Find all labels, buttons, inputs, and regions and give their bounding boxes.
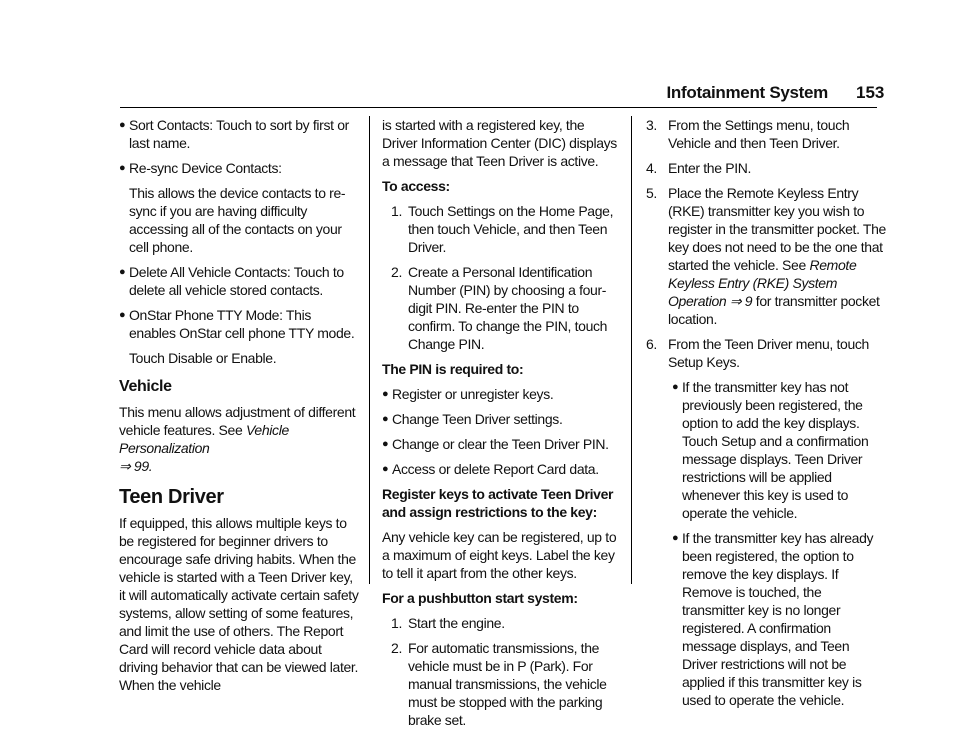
list-item: 5. Place the Remote Keyless Entry (RKE) transmitter key you wish to register in the transmitter pocket. The key does not need to be the one that started the vehicle. See Remote Keyless Entry (RKE) System Operation ⇒ 9 for transmitter pocket location. bbox=[646, 185, 886, 327]
list-item: ● If the transmitter key has not previously been registered, the option to add the key displays. Touch Setup and a confirmation message displays. Teen Driver restrictions will be applied whenever this key is used to operate the vehicle. bbox=[672, 379, 869, 521]
bullet-icon: ● bbox=[119, 309, 126, 321]
list-item: 3. From the Settings menu, touch Vehicle and then Teen Driver. bbox=[646, 117, 850, 151]
column-2 bbox=[382, 116, 622, 736]
column-divider bbox=[631, 116, 632, 584]
teen-driver-heading: Teen Driver bbox=[119, 486, 224, 508]
access-label: To access: bbox=[382, 178, 450, 194]
tty-note: Touch Disable or Enable. bbox=[129, 350, 277, 366]
vehicle-paragraph: This menu allows adjustment of different vehicle features. See Vehicle Personalization ⇒ 99. bbox=[119, 404, 356, 474]
pushbutton-label: For a pushbutton start system: bbox=[382, 590, 578, 606]
page-reference[interactable]: ⇒ 99. bbox=[119, 458, 153, 474]
list-item: ● Delete All Vehicle Contacts: Touch to delete all vehicle stored contacts. bbox=[119, 264, 344, 298]
page-reference[interactable]: ⇒ 9 bbox=[729, 293, 753, 309]
list-item: ● If the transmitter key has already been registered, the option to remove the key displays. If Remove is touched, the transmitter key is no longer registered. A confirmation message displays, and Teen Driver restrictions will not be applied if this transmitter key is used to operate the vehicle. bbox=[672, 530, 874, 708]
list-item: ● Register or unregister keys. bbox=[382, 386, 554, 402]
register-paragraph: Any vehicle key can be registered, up to a maximum of eight keys. Label the key to tell it apart from the other keys. bbox=[382, 529, 617, 581]
vehicle-personalization-link[interactable]: Vehicle Personalization bbox=[119, 422, 289, 456]
pin-label: The PIN is required to: bbox=[382, 361, 524, 377]
list-item: 4. Enter the PIN. bbox=[646, 160, 752, 176]
bullet-icon: ● bbox=[382, 388, 389, 400]
column-3 bbox=[646, 116, 886, 716]
bullet-icon: ● bbox=[119, 266, 126, 278]
list-item: ● OnStar Phone TTY Mode: This enables OnStar cell phone TTY mode. bbox=[119, 307, 355, 341]
vehicle-heading: Vehicle bbox=[119, 378, 172, 395]
page-header bbox=[0, 79, 960, 109]
list-item: 1. Touch Settings on the Home Page, then touch Vehicle, and then Teen Driver. bbox=[391, 203, 614, 255]
bullet-icon: ● bbox=[672, 532, 679, 544]
list-item: ● Sort Contacts: Touch to sort by first or last name. bbox=[119, 117, 349, 151]
list-item: 2. For automatic transmissions, the vehicle must be in P (Park). For manual transmissions, the vehicle must be stopped with the parking brake set. bbox=[391, 640, 607, 728]
list-item: ● Change or clear the Teen Driver PIN. bbox=[382, 436, 609, 452]
bullet-icon: ● bbox=[382, 463, 389, 475]
list-item: 6. From the Teen Driver menu, touch Setup Keys. bbox=[646, 336, 869, 370]
teen-driver-paragraph: If equipped, this allows multiple keys to be registered for beginner drivers to encourage safe driving habits. When the vehicle is started with a Teen Driver key, it will automatically activate certain safety systems, allow setting of some features, and limit the use of others. The Report Card will record vehicle data about driving behavior that can be viewed later. When the vehicle bbox=[119, 515, 359, 693]
list-item: ● Re-sync Device Contacts: bbox=[119, 160, 282, 176]
bullet-icon: ● bbox=[382, 438, 389, 450]
list-item: ● Change Teen Driver settings. bbox=[382, 411, 563, 427]
column-1 bbox=[119, 116, 359, 701]
list-item: 2. Create a Personal Identification Number (PIN) by choosing a four-digit PIN. Re-enter the PIN to confirm. To change the PIN, touch Change PIN. bbox=[391, 264, 608, 352]
continued-paragraph: is started with a registered key, the Driver Information Center (DIC) displays a message that Teen Driver is active. bbox=[382, 117, 617, 169]
bullet-icon: ● bbox=[672, 381, 679, 393]
list-item: 1. Start the engine. bbox=[391, 615, 505, 631]
bullet-icon: ● bbox=[119, 119, 126, 131]
register-label: Register keys to activate Teen Driver and assign restrictions to the key: bbox=[382, 486, 614, 520]
rke-link[interactable]: Remote Keyless Entry (RKE) System Operation bbox=[668, 257, 857, 309]
section-title: Infotainment System bbox=[666, 83, 828, 102]
bullet-icon: ● bbox=[119, 162, 126, 174]
page-number: 153 bbox=[856, 83, 885, 102]
header-rule bbox=[120, 107, 877, 108]
column-divider bbox=[369, 116, 370, 584]
sub-list bbox=[646, 378, 886, 709]
list-item: ● Access or delete Report Card data. bbox=[382, 461, 599, 477]
bullet-icon: ● bbox=[382, 413, 389, 425]
resync-note: This allows the device contacts to re-sync if you are having difficulty accessing all of the contacts on your cell phone. bbox=[129, 185, 346, 255]
